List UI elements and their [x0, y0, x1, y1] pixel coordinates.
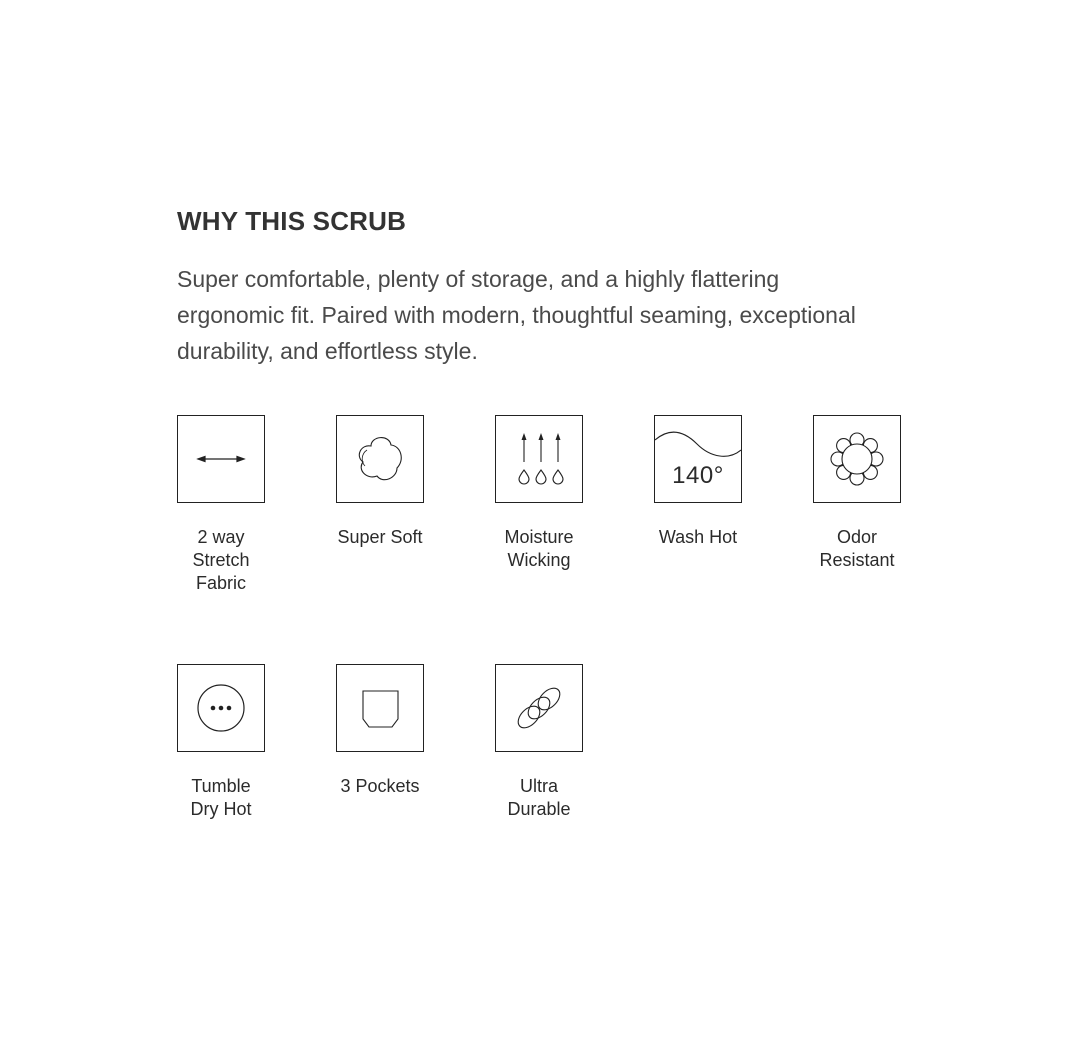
tumble-dry-icon	[177, 664, 265, 752]
feature-moisture-wicking	[495, 415, 583, 570]
cloud-soft-icon	[336, 415, 424, 503]
feature-super-soft	[336, 415, 424, 547]
why-this-scrub-section	[177, 203, 917, 369]
feature-pockets	[336, 664, 424, 796]
feature-label: Wash Hot	[658, 527, 738, 547]
section-title: WHY THIS SCRUB	[177, 206, 407, 236]
feature-label: Odor Resistant	[819, 527, 895, 570]
moisture-wicking-icon	[495, 415, 583, 503]
chain-link-icon	[495, 664, 583, 752]
flower-odor-icon	[813, 415, 901, 503]
feature-label: 3 Pockets	[340, 776, 420, 796]
feature-label: Ultra Durable	[507, 776, 571, 819]
wash-hot-icon	[654, 415, 742, 503]
double-arrow-icon	[177, 415, 265, 503]
section-description: Super comfortable, plenty of storage, and a highly flattering ergonomic fit. Paired with modern, thoughtful seaming, exceptional durability, and effortless style.	[177, 266, 856, 364]
feature-tumble-dry	[177, 664, 265, 819]
feature-label: Tumble Dry Hot	[190, 776, 252, 819]
feature-ultra-durable	[495, 664, 583, 819]
feature-label: 2 way Stretch Fabric	[192, 527, 250, 593]
feature-wash-hot	[654, 415, 742, 547]
wash-temperature: 140°	[672, 462, 724, 489]
feature-label: Super Soft	[337, 527, 423, 547]
feature-stretch	[177, 415, 265, 593]
feature-odor-resistant	[813, 415, 901, 570]
pocket-icon	[336, 664, 424, 752]
feature-label: Moisture Wicking	[504, 527, 574, 570]
